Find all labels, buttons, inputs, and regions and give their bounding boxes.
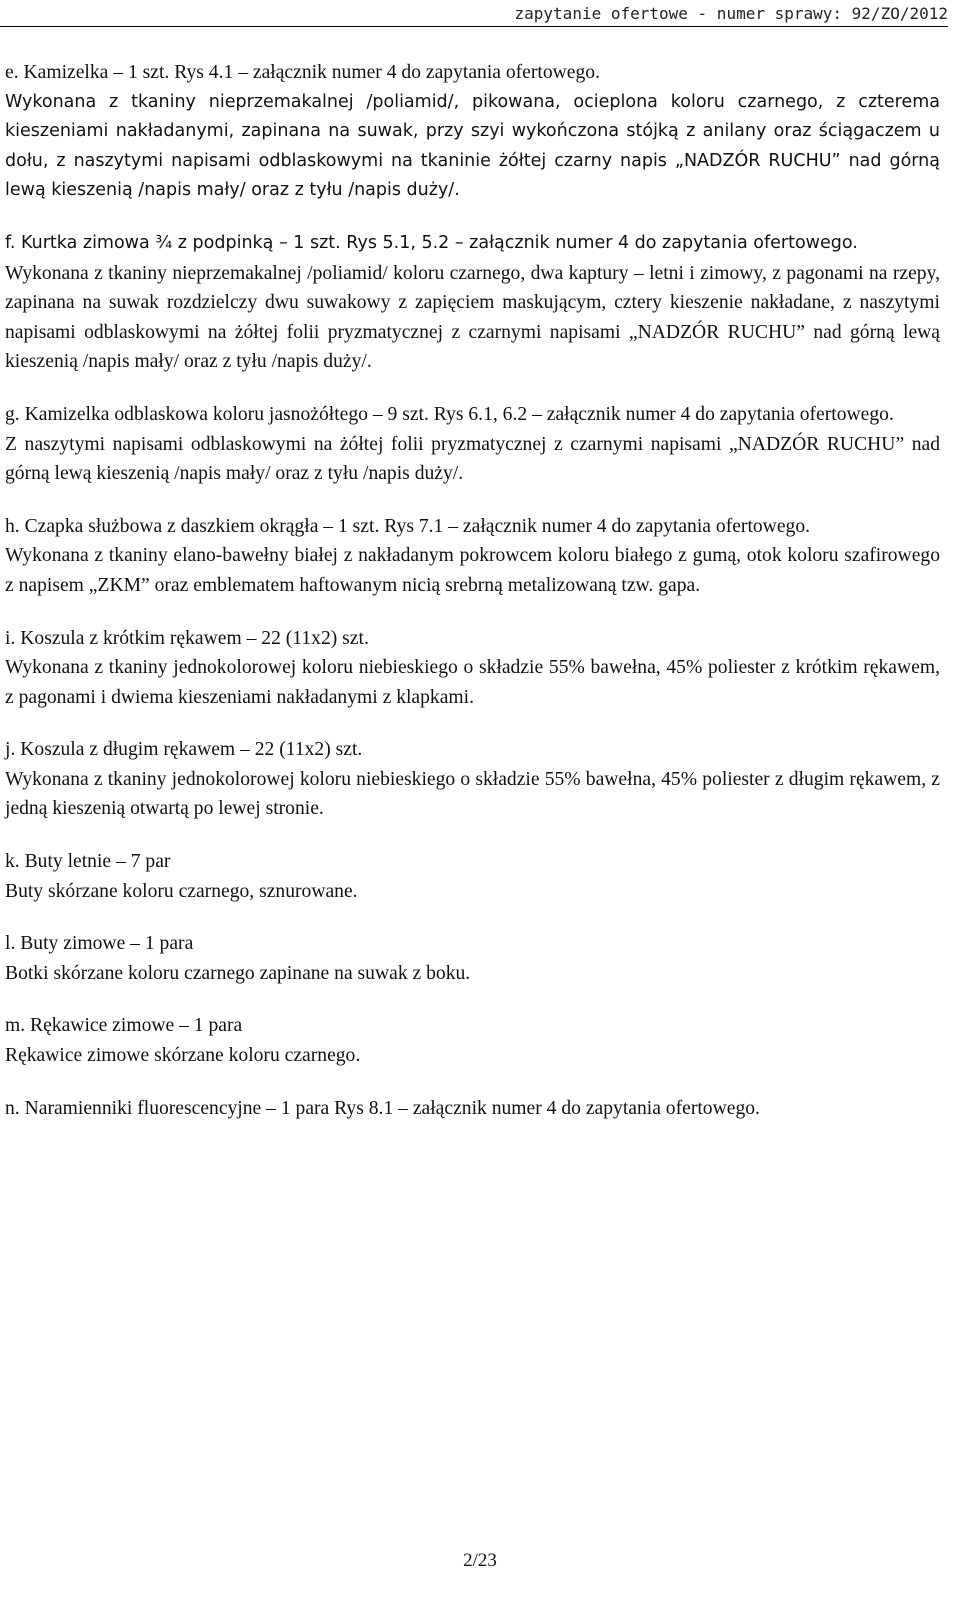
item-description: Z naszytymi napisami odblaskowymi na żółtej folii pryzmatycznej z czarnymi napisami „NADZÓR RUCHU” nad górną lewą kieszenią /napis mały/ oraz z tyłu /napis duży/. (5, 433, 940, 485)
item-description: Rękawice zimowe skórzane koloru czarnego. (5, 1045, 361, 1067)
item-title: i. Koszula z krótkim rękawem – 22 (11x2) szt. (5, 627, 369, 649)
item-title: g. Kamizelka odblaskowa koloru jasnożółtego – 9 szt. Rys 6.1, 6.2 – załącznik numer 4 do zapytania ofertowego. (5, 403, 894, 425)
item-n (5, 1094, 940, 1124)
item-e (5, 58, 940, 206)
item-description: Wykonana z tkaniny nieprzemakalnej /poliamid/ koloru czarnego, dwa kaptury – letni i zimowy, z pagonami na rzepy, zapinana na suwak rozdzielczy dwu suwakowy z zapięciem maskującym, cztery kieszenie nakładane, z naszytymi napisami odblaskowymi na żółtej folii pryzmatycznej z czarnymi napisami „NADZÓR RUCHU” nad górną lewą kieszenią /napis mały/ oraz z tyłu /napis duży/. (5, 262, 940, 373)
item-title: j. Koszula z długim rękawem – 22 (11x2) szt. (5, 739, 363, 761)
item-title: n. Naramienniki fluorescencyjne – 1 para Rys 8.1 – załącznik numer 4 do zapytania ofertowego. (5, 1097, 760, 1119)
page-number: 2/23 (463, 1550, 497, 1571)
item-description: Wykonana z tkaniny jednokolorowej koloru niebieskiego o składzie 55% bawełna, 45% poliester z krótkim rękawem, z pagonami i dwiema kieszeniami nakładanymi z klapkami. (5, 657, 940, 708)
item-j (5, 735, 940, 824)
item-title: k. Buty letnie – 7 par (5, 851, 171, 873)
item-description: Botki skórzane koloru czarnego zapinane na suwak z boku. (5, 962, 471, 984)
item-l (5, 929, 940, 988)
item-title: f. Kurtka zimowa ¾ z podpinką – 1 szt. Rys 5.1, 5.2 – załącznik numer 4 do zapytania ofertowego. (5, 232, 858, 253)
item-description: Wykonana z tkaniny nieprzemakalnej /poliamid/, pikowana, ocieplona koloru czarnego, z czterema kieszeniami nakładanymi, zapinana na suwak, przy szyi wykończona stójką z anilany oraz ściągaczem u dołu, z naszytymi napisami odblaskowymi na tkaninie żółtej czarny napis „NADZÓR RUCHU” nad górną lewą kieszenią /napis mały/ oraz z tyłu /napis duży/. (5, 91, 940, 201)
item-description: Buty skórzane koloru czarnego, sznurowane. (5, 880, 358, 902)
item-description: Wykonana z tkaniny jednokolorowej koloru niebieskiego o składzie 55% bawełna, 45% poliester z długim rękawem, z jedną kieszenią otwartą po lewej stronie. (5, 768, 940, 820)
document-body (5, 58, 940, 1146)
item-title: h. Czapka służbowa z daszkiem okrągła – 1 szt. Rys 7.1 – załącznik numer 4 do zapytania ofertowego. (5, 515, 811, 537)
item-description: Wykonana z tkaniny elano-bawełny białej z nakładanym pokrowcem koloru białego z gumą, otok koloru szafirowego z napisem „ZKM” oraz emblematem haftowanym nicią srebrną metalizowaną tzw. gapa. (5, 545, 940, 596)
item-i (5, 624, 940, 713)
item-h (5, 512, 940, 601)
item-title: l. Buty zimowe – 1 para (5, 933, 194, 955)
item-m (5, 1011, 940, 1070)
item-f (5, 229, 940, 377)
page-header: zapytanie ofertowe - numer sprawy: 92/ZO/2012 (0, 4, 948, 27)
item-title: m. Rękawice zimowe – 1 para (5, 1015, 243, 1037)
item-g (5, 400, 940, 489)
item-k (5, 847, 940, 906)
item-title: e. Kamizelka – 1 szt. Rys 4.1 – załącznik numer 4 do zapytania ofertowego. (5, 62, 600, 83)
